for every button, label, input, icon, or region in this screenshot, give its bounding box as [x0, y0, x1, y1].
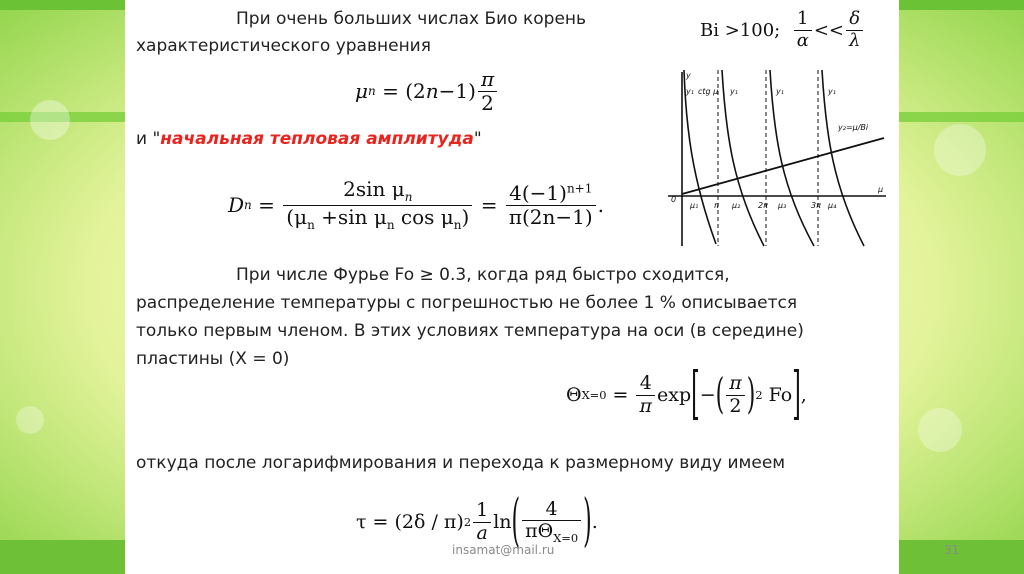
graph-root-4: 2π	[758, 201, 768, 210]
bi-frac-1: $\frac{1}{\alpha}$	[794, 9, 812, 51]
graph-root-3: μ₂	[732, 201, 741, 210]
roots-graph	[668, 68, 888, 248]
graph-curve-label-4: y₁	[776, 87, 784, 96]
graph-root-2: π	[714, 201, 719, 210]
log-line: откуда после логарифмирования и перехода к размерному виду имеем	[136, 453, 786, 473]
para-line-1: При числе Фурье Fo ≥ 0.3, когда ряд быстро сходится,	[236, 265, 730, 285]
bi-frac-2: $\frac{\delta}{\lambda}$	[846, 9, 863, 51]
graph-origin: 0	[671, 195, 677, 204]
graph-root-5: μ₃	[778, 201, 787, 210]
graph-line-label: y₂=μ/Bi	[838, 123, 869, 132]
graph-root-6: 3π	[811, 201, 821, 210]
graph-curve-label-2: ctg μ	[698, 87, 719, 96]
graph-curve-label-1: y₁	[686, 87, 694, 96]
graph-root-7: μ₄	[828, 201, 837, 210]
para-line-4: пластины (X = 0)	[136, 349, 290, 369]
intro-line-2: характеристического уравнения	[136, 36, 431, 56]
para-line-3: только первым членом. В этих условиях температура на оси (в середине)	[136, 321, 804, 341]
page-number: 31	[944, 543, 960, 557]
graph-curve-label-5: y₁	[828, 87, 836, 96]
para-line-2: распределение температуры с погрешностью не более 1 % описывается	[136, 293, 798, 313]
bi-condition: Bi >100; $\frac{1}{\alpha}$ << $\frac{\delta}{\lambda}$	[700, 6, 865, 54]
theta-formula: Θ X=0 = $\frac{4}{\pi}$ exp [ − ( $\frac{\pi}{2}$ ) 2 Fo ] ,	[566, 362, 807, 428]
graph-x-label: μ	[878, 185, 884, 194]
mu-formula: μ n = (2 n −1) $\frac{\pi}{2}$	[355, 62, 499, 120]
amplitude-highlight: начальная тепловая амплитуда	[160, 129, 474, 149]
graph-root-1: μ₁	[690, 201, 699, 210]
amplitude-line: и "начальная тепловая амплитуда"	[136, 129, 482, 149]
footer-email: insamat@mail.ru	[452, 543, 555, 557]
intro-line-1: При очень больших числах Био корень	[236, 9, 587, 29]
graph-curve-label-3: y₁	[730, 87, 738, 96]
tau-formula: τ = (2δ / π) 2 $\frac{1}{a}$ ln ( $\frac{4}{\pi\Theta_{X=0}}$ ) .	[356, 489, 598, 555]
dn-formula: D n = $\frac{2\sin \mu_n}{(\mu_n +\sin \mu_n \cos \mu_n)}$ = $\frac{4(-1)^{n+1}}{\pi(2n-1)}$ .	[228, 176, 605, 232]
graph-y-label: y	[686, 71, 691, 80]
